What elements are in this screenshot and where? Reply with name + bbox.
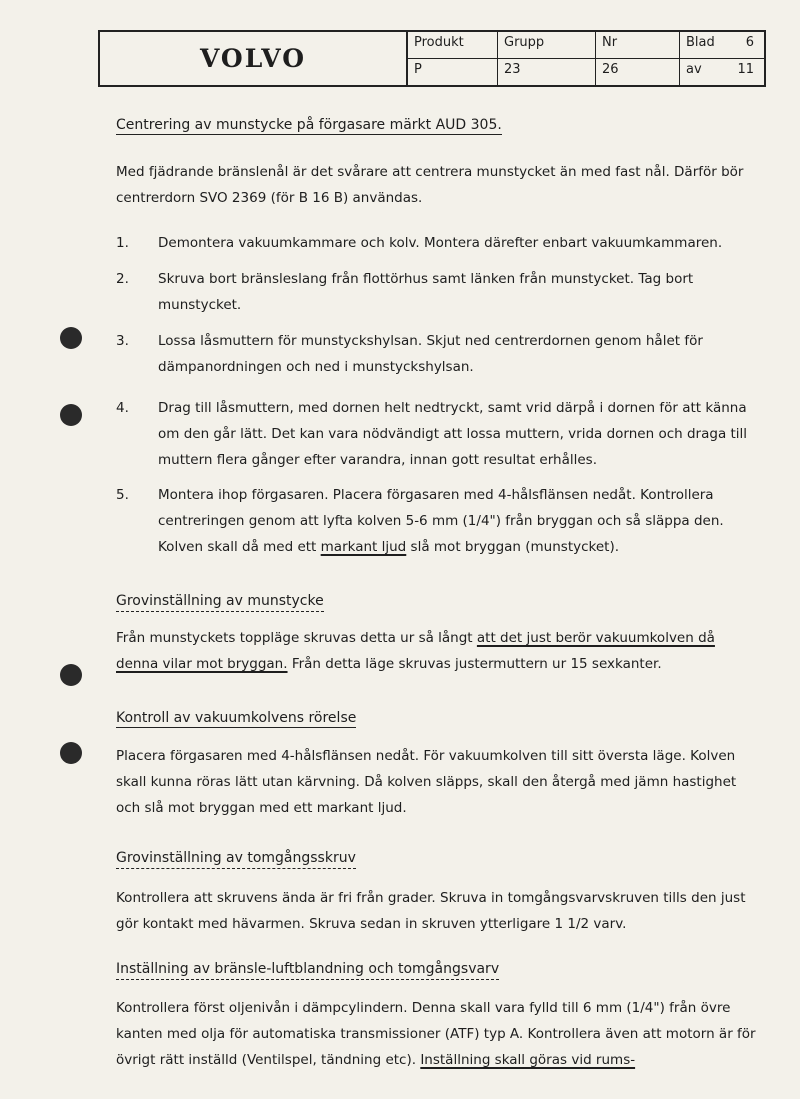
section-text: Kontrollera att skruvens ända är fri från grader. Skruva in tomgångsvarvskruven tills den just gör kontakt med hävarmen. Skruva sedan in skruven ytterligare 1 1/2 varv.	[116, 890, 746, 932]
blad-label: Blad	[686, 35, 715, 50]
intro-paragraph: Med fjädrande bränslenål är det svårare att centrera munstycket än med fast nål. Därför bör centrerdorn SVO 2369 (för B 16 B) användas.	[116, 164, 744, 206]
av-label: av	[686, 61, 702, 77]
step-3	[116, 328, 756, 380]
blad-value: 6	[745, 35, 754, 50]
emphasis-underline: Inställning skall göras vid rums-	[420, 1052, 636, 1068]
blad-cell	[680, 32, 764, 59]
section-heading: Grovinställning av tomgångsskruv	[116, 850, 356, 866]
produkt-label: Produkt	[408, 32, 498, 59]
grupp-value: 23	[498, 59, 596, 86]
section-heading: Kontroll av vakuumkolvens rörelse	[116, 710, 357, 726]
emphasis-underline: markant ljud	[320, 539, 407, 555]
punch-hole	[60, 327, 82, 349]
step-text: Lossa låsmuttern för munstyckshylsan. Skjut ned centrerdornen genom hålet för dämpanordningen och ned i munstyckshylsan.	[158, 333, 703, 375]
section-text: Kontrollera först oljenivån i dämpcylindern. Denna skall vara fylld till 6 mm (1/4") från övre kanten med olja för automatiska transmissioner (ATF) typ A. Kontrollera även att motorn är för övrigt rätt inställd (Ventilspel, tändning etc). Inställning skall göras vid rums-	[116, 1000, 756, 1068]
section-text: Placera förgasaren med 4-hålsflänsen nedåt. För vakuumkolven till sitt översta läge. Kolven skall kunna röras lätt utan kärvning. Då kolven släpps, skall den återgå med jämn hastighet och slå mot bryggan med ett markant ljud.	[116, 748, 737, 816]
step-1	[116, 230, 756, 256]
nr-value: 26	[596, 59, 680, 86]
page-title: Centrering av munstycke på förgasare märkt AUD 305.	[116, 117, 502, 133]
punch-hole	[60, 664, 82, 686]
step-5	[116, 482, 756, 560]
section-heading: Grovinställning av munstycke	[116, 593, 324, 609]
volvo-logo: VOLVO	[100, 32, 408, 85]
emphasis-underline: att det just berör vakuumkolven då denna vilar mot bryggan.	[116, 630, 715, 672]
punch-hole	[60, 404, 82, 426]
produkt-value: P	[408, 59, 498, 86]
section-heading: Inställning av bränsle-luftblandning och tomgångsvarv	[116, 961, 499, 977]
step-text: Montera ihop förgasaren. Placera förgasaren med 4-hålsflänsen nedåt. Kontrollera centreringen genom att lyfta kolven 5-6 mm (1/4") från bryggan och så släppa den. Kolven skall då med ett markant ljud slå mot bryggan (munstycket).	[158, 487, 724, 555]
step-2	[116, 266, 756, 318]
step-number: 1.	[116, 235, 129, 251]
nr-label: Nr	[596, 32, 680, 59]
step-text: Skruva bort bränsleslang från flottörhus samt länken från munstycket. Tag bort munstycket.	[158, 271, 694, 313]
step-number: 5.	[116, 487, 129, 503]
av-value: 11	[737, 61, 754, 77]
step-number: 2.	[116, 271, 129, 287]
step-text: Demontera vakuumkammare och kolv. Montera därefter enbart vakuumkammaren.	[158, 235, 723, 251]
step-number: 3.	[116, 333, 129, 349]
section-text: Från munstyckets toppläge skruvas detta ur så långt att det just berör vakuumkolven då denna vilar mot bryggan. Från detta läge skruvas justermuttern ur 15 sexkanter.	[116, 630, 715, 672]
av-cell	[680, 59, 764, 86]
step-4	[116, 395, 756, 473]
step-number: 4.	[116, 400, 129, 416]
grupp-label: Grupp	[498, 32, 596, 59]
document-header	[98, 30, 766, 87]
step-text: Drag till låsmuttern, med dornen helt nedtryckt, samt vrid därpå i dornen för att känna om den går lätt. Det kan vara nödvändigt att lossa muttern, vrida dornen och draga till muttern flera gånger efter varandra, innan gott resultat erhålles.	[158, 400, 748, 468]
punch-hole	[60, 742, 82, 764]
